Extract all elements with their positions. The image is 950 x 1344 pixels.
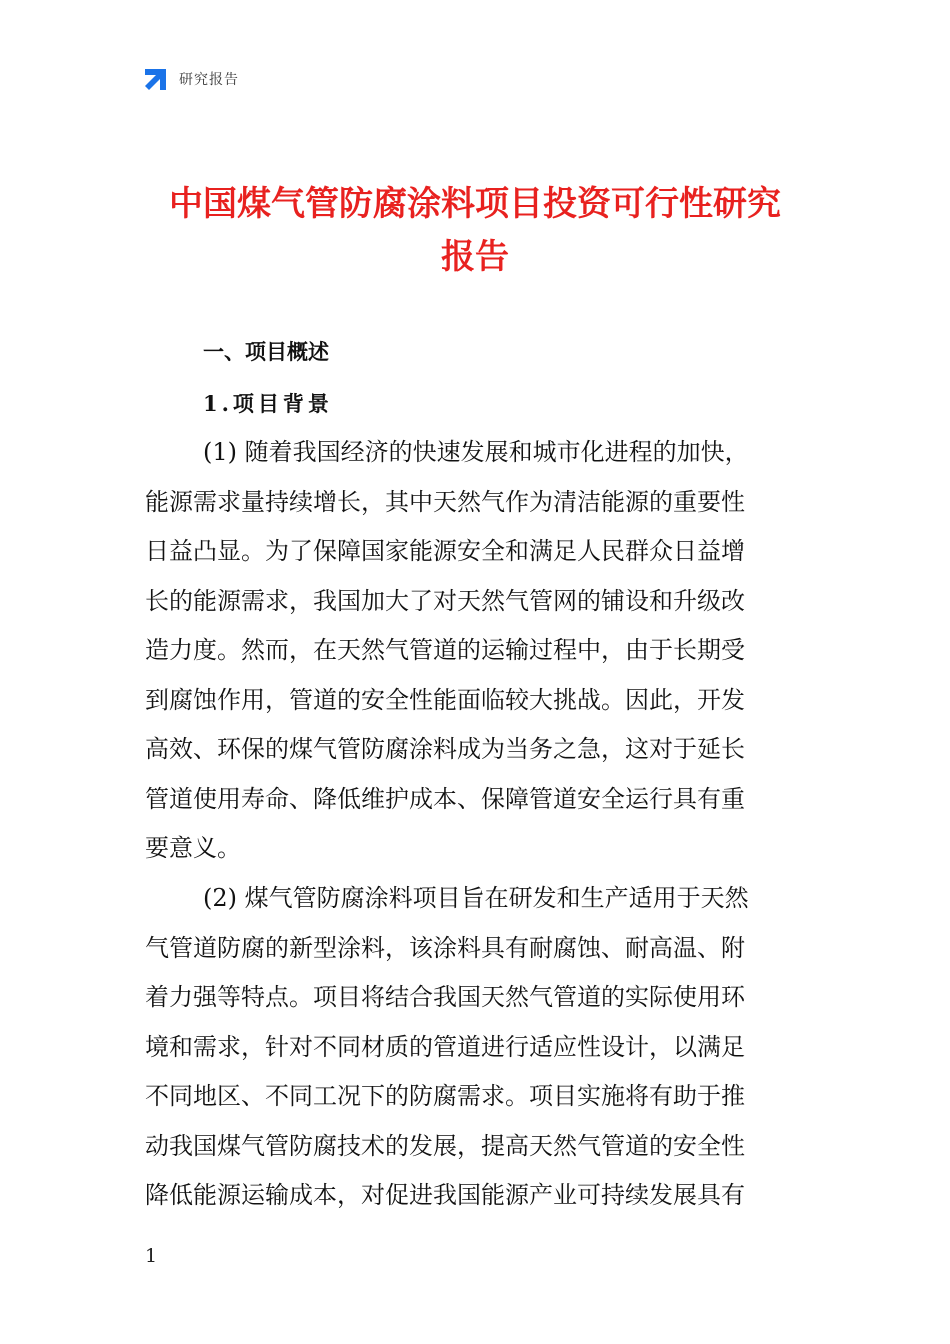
- paragraph-line: 不同地区、不同工况下的防腐需求。项目实施将有助于推: [145, 1082, 745, 1110]
- section-heading: 一、项目概述: [203, 340, 329, 364]
- paragraph-2: [145, 874, 807, 1221]
- paragraph-line: 管道使用寿命、降低维护成本、保障管道安全运行具有重: [145, 784, 745, 813]
- paragraph-line: 高效、环保的煤气管防腐涂料成为当务之急，这对于延长: [145, 735, 745, 763]
- page-number: 1: [145, 1245, 158, 1267]
- subsection-heading: 1.项目背景: [203, 391, 333, 416]
- paragraph-line: (2) 煤气管防腐涂料项目旨在研发和生产适用于天然: [203, 884, 749, 912]
- title-line-2: 报告: [441, 237, 509, 277]
- report-header: [143, 66, 239, 92]
- paragraph-line: 着力强等特点。项目将结合我国天然气管道的实际使用环: [145, 983, 745, 1011]
- arrow-up-right-icon: [143, 66, 169, 92]
- paragraph-line: 降低能源运输成本，对促进我国能源产业可持续发展具有: [145, 1181, 745, 1209]
- paragraph-1: [145, 428, 807, 874]
- title-line-1: 中国煤气管防腐涂料项目投资可行性研究: [169, 184, 781, 224]
- paragraph-line: 能源需求量持续增长，其中天然气作为清洁能源的重要性: [145, 487, 745, 516]
- paragraph-line: (1) 随着我国经济的快速发展和城市化进程的加快，: [203, 438, 749, 466]
- paragraph-line: 长的能源需求，我国加大了对天然气管网的铺设和升级改: [145, 586, 745, 615]
- paragraph-line: 要意义。: [145, 834, 241, 862]
- paragraph-line: 动我国煤气管防腐技术的发展，提高天然气管道的安全性: [145, 1131, 745, 1160]
- paragraph-line: 到腐蚀作用，管道的安全性能面临较大挑战。因此，开发: [145, 685, 745, 714]
- document-title: [145, 178, 805, 284]
- paragraph-line: 境和需求，针对不同材质的管道进行适应性设计，以满足: [145, 1032, 745, 1061]
- paragraph-line: 造力度。然而，在天然气管道的运输过程中，由于长期受: [145, 636, 745, 664]
- paragraph-line: 气管道防腐的新型涂料，该涂料具有耐腐蚀、耐高温、附: [145, 933, 745, 962]
- paragraph-line: 日益凸显。为了保障国家能源安全和满足人民群众日益增: [145, 537, 745, 565]
- header-label: 研究报告: [179, 72, 239, 88]
